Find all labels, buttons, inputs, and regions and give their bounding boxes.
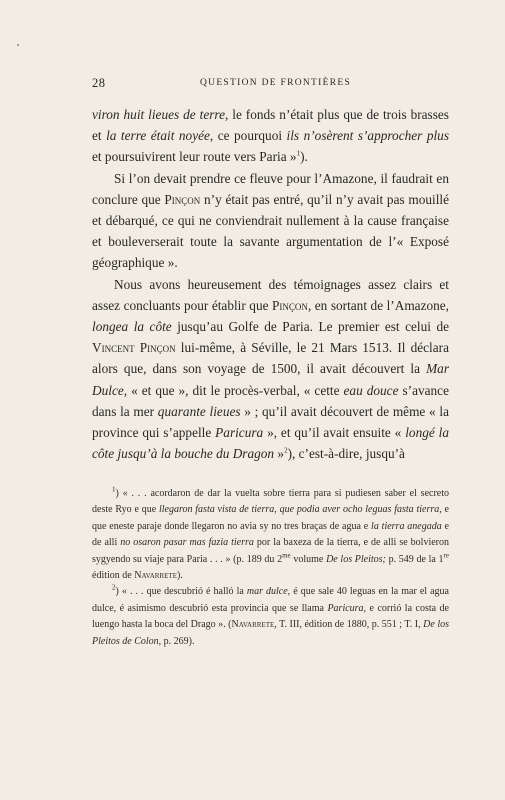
- text-run: e que eneste paraje donde llegaron no avia sy no tres braças de agua e: [92, 504, 449, 532]
- text-run: jusqu’au Golfe de Paria. Le premier est celui de: [171, 319, 449, 335]
- italic-text: Paricura,: [327, 602, 367, 614]
- text-run: , T. III, édition de 1880, p. 551 ; T. I,: [274, 619, 424, 631]
- footnote-ref-1: 1: [296, 149, 301, 158]
- text-run: »: [274, 446, 285, 462]
- text-run: p. 269).: [161, 635, 195, 647]
- small-caps-name: Pinçon: [164, 191, 201, 207]
- text-run: le fonds n’était plus que de trois brasses et: [92, 107, 449, 144]
- running-title: QUESTION DE FRONTIÈRES: [200, 78, 352, 88]
- paper-speck: [17, 44, 19, 46]
- small-caps-name: Vincent Pinçon: [92, 340, 176, 356]
- italic-text: longé la côte jusqu’à la bouche du Dragon: [92, 425, 450, 462]
- body-text: [92, 104, 449, 464]
- ordinal-suffix: re: [443, 551, 449, 560]
- italic-text: De los Pleitos;: [326, 553, 386, 565]
- small-caps-name: Pinçon: [272, 297, 308, 313]
- text-run: », et qu’il avait ensuite «: [263, 425, 406, 441]
- paragraph-2: [92, 168, 449, 274]
- footnote-1: [92, 486, 449, 584]
- text-run: por la baxeza de la tierra, e de alli se bolvieron sygyendo su viaje para Paria . . . » (p. 189 du 2: [92, 537, 449, 565]
- text-run: Si l’on devait prendre ce fleuve pour l’Amazone, il faudrait en conclure que: [92, 170, 449, 207]
- text-run: p. 549 de la 1: [385, 553, 444, 565]
- text-run: ) « . . . acordaron de dar la vuelta sobre tierra para si pudiesen saber el secreto deste Ryo e que: [92, 488, 449, 516]
- small-caps-name: Navarrete: [231, 619, 275, 631]
- text-run: e de alli: [92, 520, 449, 549]
- italic-text: la tierra anegada: [371, 520, 442, 532]
- footnote-2: [92, 584, 449, 650]
- italic-text: mar dulce,: [246, 586, 291, 598]
- text-run: volume: [290, 553, 327, 565]
- text-run: ) « . . . que descubrió é halló la: [115, 586, 247, 598]
- italic-text: Mar Dulce,: [92, 361, 449, 398]
- text-run: et poursuivirent leur route vers Paria »: [92, 149, 297, 165]
- text-run: é que sale 40 leguas en la mar el agua dulce, é asimismo descubrió esta provincia que se llama: [92, 586, 449, 614]
- text-run: n’y était pas entré, qu’il n’y avait pas mouillé et débarqué, ce qui ne conviendrait nullement à la cause française et bouleverserait toute la savante argumentation de l’« Exposé géographique ».: [92, 191, 449, 271]
- page-number: 28: [92, 76, 106, 90]
- text-run: ).: [300, 149, 308, 165]
- text-run: ), c’est-à-dire, jusqu’à: [287, 446, 405, 462]
- italic-text: ils n’osèrent s’approcher plus: [286, 128, 449, 144]
- text-run: lui-même, à Séville, le 21 Mars 1513. Il déclara alors que, dans son voyage de 1500, il avait découvert la: [92, 340, 449, 377]
- text-run: s’avance dans la mer: [92, 382, 449, 419]
- text-run: e corrió la costa de luengo hasta la boca del Drago ». (: [92, 602, 449, 631]
- text-run: ce pourquoi: [213, 128, 287, 144]
- italic-text: eau douce: [343, 382, 399, 398]
- italic-text: viron huit lieues de terre,: [92, 107, 229, 122]
- footnotes: [92, 486, 449, 650]
- italic-text: quarante lieues: [157, 403, 241, 419]
- text-run: ).: [176, 570, 183, 582]
- small-caps-name: Navarrete: [134, 570, 177, 582]
- italic-text: De los Pleitos de Colon,: [92, 619, 449, 647]
- italic-text: longea la côte: [92, 319, 172, 335]
- footnote-ref-2: 2: [284, 446, 288, 455]
- italic-text: Paricura: [215, 425, 264, 441]
- italic-text: la terre était noyée,: [106, 128, 214, 144]
- footnote-marker: 1: [112, 485, 116, 494]
- text-run: édition de: [92, 570, 135, 582]
- italic-text: no osaron pasar mas fazia tierra: [120, 537, 254, 549]
- footnote-marker: 2: [112, 584, 116, 593]
- text-run: , en sortant de l’Amazone,: [307, 297, 449, 313]
- text-run: Nous avons heureusement des témoignages assez clairs et assez concluants pour établir que: [92, 276, 449, 313]
- paragraph-1: [92, 104, 449, 168]
- text-run: « et que », dit le procès-verbal, « cette: [127, 382, 344, 398]
- paragraph-3: [92, 274, 449, 465]
- text-run: » ; qu’il avait découvert de même « la province qui s’appelle: [92, 403, 449, 441]
- ordinal-suffix: me: [282, 551, 291, 560]
- page-header: [92, 76, 442, 92]
- italic-text: llegaron fasta vista de tierra, que podia aver ocho leguas fasta tierra,: [158, 504, 442, 516]
